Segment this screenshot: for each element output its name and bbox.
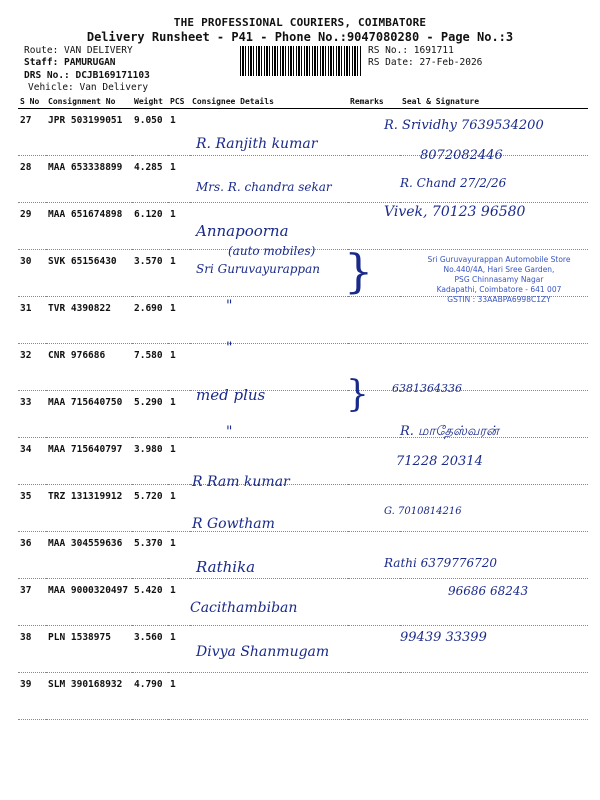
row-consignment: CNR 976686: [46, 344, 132, 391]
rs-number: RS No.: 1691711: [368, 45, 454, 56]
col-consignee: Consignee Details: [190, 95, 348, 109]
stamp-line: GSTIN : 33AABPA6998C1ZY: [447, 295, 551, 304]
row-consignment: MAA 304559636: [46, 532, 132, 579]
rs-date: RS Date: 27-Feb-2026: [368, 57, 483, 68]
handwritten-name: med plus: [196, 386, 266, 404]
row-weight: 5.290: [132, 391, 168, 438]
handwritten-name: Annapoorna: [196, 222, 289, 240]
row-pcs: 1: [168, 109, 190, 156]
table-header: [18, 95, 588, 109]
row-sno: 39: [18, 673, 46, 720]
row-consignment: MAA 715640797: [46, 438, 132, 485]
handwritten-name: Cacithambiban: [190, 600, 298, 616]
row-weight: 5.370: [132, 532, 168, 579]
row-pcs: 1: [168, 438, 190, 485]
row-pcs: 1: [168, 203, 190, 250]
vehicle-label: Vehicle: Van Delivery: [28, 82, 149, 93]
row-pcs: 1: [168, 485, 190, 532]
row-consignee: [190, 156, 348, 203]
row-pcs: 1: [168, 673, 190, 720]
row-consignee: [190, 344, 348, 391]
brace-mark: }: [346, 374, 369, 415]
row-pcs: 1: [168, 532, 190, 579]
row-sno: 33: [18, 391, 46, 438]
row-sno: 38: [18, 626, 46, 673]
row-sno: 36: [18, 532, 46, 579]
shop-stamp: [414, 255, 584, 305]
row-sno: 31: [18, 297, 46, 344]
ditto-mark: ": [226, 298, 233, 314]
handwritten-name: Rathika: [196, 558, 256, 576]
company-name: THE PROFESSIONAL COURIERS, COIMBATORE: [173, 16, 427, 29]
row-consignment: MAA 715640750: [46, 391, 132, 438]
table-row: [18, 391, 588, 438]
route-label: Route: VAN DELIVERY: [24, 45, 133, 56]
row-weight: 3.560: [132, 626, 168, 673]
row-weight: 4.285: [132, 156, 168, 203]
barcode: [240, 46, 362, 76]
row-weight: 5.420: [132, 579, 168, 626]
signature: R. மாதேஸ்வரன்: [400, 424, 499, 439]
col-sno: S No: [18, 95, 46, 109]
row-sno: 28: [18, 156, 46, 203]
row-remarks: [348, 579, 400, 626]
runsheet-title: Delivery Runsheet - P41 - Phone No.:9047080280 - Page No.:3: [86, 30, 514, 44]
row-weight: 6.120: [132, 203, 168, 250]
table-row: [18, 438, 588, 485]
stamp-line: No.440/4A, Hari Sree Garden,: [443, 265, 555, 274]
stamp-line: PSG Chinnasamy Nagar: [454, 275, 544, 284]
row-weight: 9.050: [132, 109, 168, 156]
row-remarks: [348, 156, 400, 203]
row-pcs: 1: [168, 344, 190, 391]
row-remarks: [348, 297, 400, 344]
table-row: [18, 344, 588, 391]
row-sno: 27: [18, 109, 46, 156]
row-sno: 35: [18, 485, 46, 532]
row-consignment: TRZ 131319912: [46, 485, 132, 532]
row-sno: 37: [18, 579, 46, 626]
row-consignment: SVK 65156430: [46, 250, 132, 297]
table-row: [18, 532, 588, 579]
signature: 8072082446: [420, 148, 503, 163]
signature: R. Chand 27/2/26: [400, 176, 507, 190]
handwritten-name: R Gowtham: [192, 516, 275, 532]
row-pcs: 1: [168, 156, 190, 203]
row-consignment: MAA 653338899: [46, 156, 132, 203]
signature: 99439 33399: [400, 630, 487, 645]
row-consignment: MAA 651674898: [46, 203, 132, 250]
col-remarks: Remarks: [348, 95, 400, 109]
signature: 71228 20314: [396, 454, 483, 469]
row-consignment: MAA 9000320497: [46, 579, 132, 626]
handwritten-name: Sri Guruvayurappan: [196, 262, 320, 276]
row-consignee: [190, 297, 348, 344]
row-pcs: 1: [168, 391, 190, 438]
row-consignee: [190, 673, 348, 720]
row-weight: 5.720: [132, 485, 168, 532]
col-consignment: Consignment No: [46, 95, 132, 109]
ditto-mark: ": [226, 340, 233, 356]
row-signature: [400, 673, 588, 720]
brace-mark: }: [344, 244, 374, 298]
row-remarks: [348, 532, 400, 579]
table-row: [18, 485, 588, 532]
signature: 6381364336: [392, 382, 462, 395]
row-sno: 34: [18, 438, 46, 485]
stamp-line: Kadapathi, Coimbatore - 641 007: [436, 285, 562, 294]
handwritten-name: Divya Shanmugam: [196, 644, 330, 660]
staff-label: Staff: PAMURUGAN: [24, 57, 116, 68]
row-weight: 3.980: [132, 438, 168, 485]
row-sno: 29: [18, 203, 46, 250]
row-pcs: 1: [168, 626, 190, 673]
handwritten-name: R Ram kumar: [192, 474, 290, 490]
row-sno: 32: [18, 344, 46, 391]
row-consignment: SLM 390168932: [46, 673, 132, 720]
handwritten-name: Mrs. R. chandra sekar: [196, 180, 332, 194]
row-sno: 30: [18, 250, 46, 297]
col-pcs: PCS: [168, 95, 190, 109]
row-pcs: 1: [168, 250, 190, 297]
row-consignment: PLN 1538975: [46, 626, 132, 673]
row-consignment: TVR 4390822: [46, 297, 132, 344]
signature: 96686 68243: [448, 584, 529, 598]
col-weight: Weight: [132, 95, 168, 109]
row-weight: 3.570: [132, 250, 168, 297]
row-remarks: [348, 438, 400, 485]
table-row: [18, 673, 588, 720]
row-weight: 7.580: [132, 344, 168, 391]
handwritten-name: (auto mobiles): [228, 244, 316, 258]
row-weight: 4.790: [132, 673, 168, 720]
row-remarks: [348, 626, 400, 673]
row-remarks: [348, 673, 400, 720]
signature: G. 7010814216: [384, 506, 462, 517]
col-signature: Seal & Signature: [400, 95, 588, 109]
stamp-line: Sri Guruvayurappan Automobile Store: [427, 255, 571, 264]
row-pcs: 1: [168, 297, 190, 344]
row-consignment: JPR 503199051: [46, 109, 132, 156]
drs-number: DRS No.: DCJB169171103: [24, 70, 150, 81]
row-weight: 2.690: [132, 297, 168, 344]
ditto-mark: ": [226, 424, 233, 440]
handwritten-name: R. Ranjith kumar: [196, 136, 318, 152]
signature: R. Srividhy 7639534200: [384, 118, 544, 133]
signature: Vivek, 70123 96580: [384, 204, 526, 220]
row-signature: [400, 532, 588, 579]
row-pcs: 1: [168, 579, 190, 626]
signature: Rathi 6379776720: [384, 556, 498, 570]
